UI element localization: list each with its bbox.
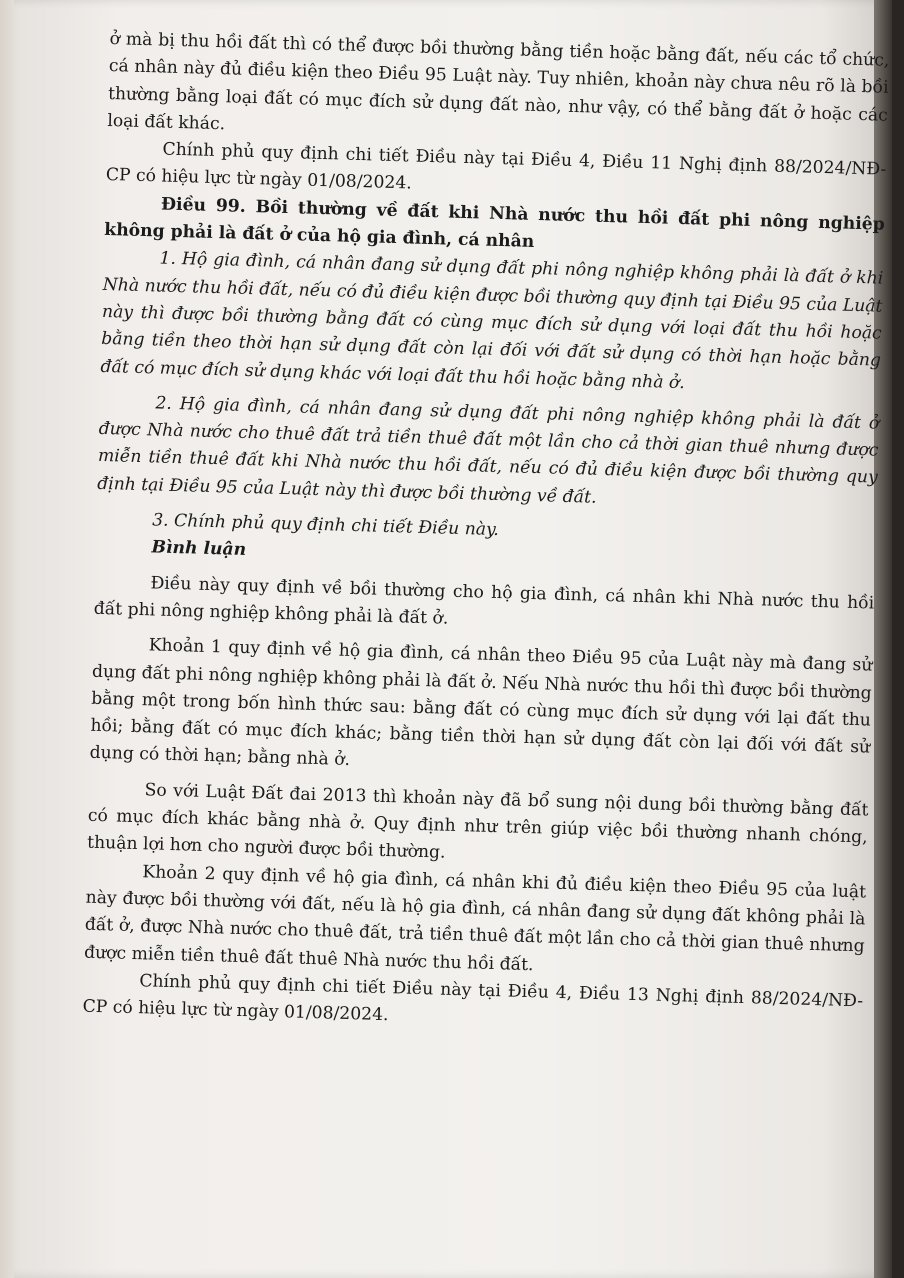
book-page xyxy=(14,0,892,1278)
clause-2: 2. Hộ gia đình, cá nhân đang sử dụng đất phi nông nghiệp không phải là đất ở được Nhà nước cho thuê đất trả tiền thuê đất một lần cho cả thời gian thuê nhưng được miễn tiền thuê đất khi Nhà nước thu hồi đất, nếu có đủ điều kiện được bồi thường quy định tại Điều 95 của Luật này thì được bồi thường về đất. xyxy=(96,393,880,508)
page-text xyxy=(82,26,889,1043)
commentary-paragraph-4: Khoản 2 quy định về hộ gia đình, cá nhân khi đủ điều kiện theo Điều 95 của luật này được bồi thường với đất, nếu là hộ gia đình, cá nhân đang sử dụng đất không phải là đất ở, được Nhà nước cho thuê đất, trả tiền thuê đất một lần cho cả thời gian thuê nhưng được miễn tiền thuê đất thuê Nhà nước thu hồi đất. xyxy=(83,861,867,975)
commentary-paragraph-5: Chính phủ quy định chi tiết Điều này tại Điều 4, Điều 13 Nghị định 88/2024/NĐ-CP có hiệu lực từ ngày 01/08/2024. xyxy=(82,970,864,1026)
clause-1: 1. Hộ gia đình, cá nhân đang sử dụng đất phi nông nghiệp không phải là đất ở khi Nhà nước thu hồi đất, nếu có đủ điều kiện được bồi thường quy định tại Điều 95 của Luật này thì được bồi thường bằng đất có cùng mục đích sử dụng với loại đất thu hồi hoặc bằng tiền theo thời hạn sử dụng đất còn lại đối với đất sử dụng có thời hạn hoặc bằng đất có mục đích sử dụng khác với loại đất thu hồi hoặc bằng nhà ở. xyxy=(100,248,884,393)
commentary-paragraph-2: Khoản 1 quy định về hộ gia đình, cá nhân theo Điều 95 của Luật này mà đang sử dụng đất phi nông nghiệp không phải là đất ở. Nếu Nhà nước thu hồi thì được bồi thường bằng một trong bốn hình thức sau: bằng đất có cùng mục đích sử dụng với lại đất thu hồi; bằng đất có mục đích khác; bằng tiền thời hạn sử dụng đất còn lại đối với đất sử dụng có thời hạn; bằng nhà ở. xyxy=(89,635,873,771)
commentary-paragraph-3: So với Luật Đất đai 2013 thì khoản này đã bổ sung nội dung bồi thường bằng đất có mục đích khác bằng nhà ở. Quy định như trên giúp việc bồi thường nhanh chóng, thuận lợi hơn cho người được bồi thường. xyxy=(86,779,869,863)
commentary-paragraph-1: Điều này quy định về bồi thường cho hộ gia đình, cá nhân khi Nhà nước thu hồi đất phi nông nghiệp không phải là đất ở. xyxy=(93,572,875,629)
clause-3: 3. Chính phủ quy định chi tiết Điều này. xyxy=(151,510,500,541)
paragraph-1: ở mà bị thu hồi đất thì có thể được bồi thường bằng tiền hoặc bằng đất, nếu các tổ chức, cá nhân này đủ điều kiện theo Điều 95 Luật này. Tuy nhiên, khoản này chưa nêu rõ là bồi thường bằng loại đất có mục đích sử dụng đất nào, như vậy, có thể bằng đất ở hoặc các loại đất khác. xyxy=(107,28,890,135)
commentary-title: Bình luận xyxy=(151,537,247,561)
article-heading: Điều 99. Bồi thường về đất khi Nhà nước thu hồi đất phi nông nghiệp không phải là đất ở của hộ gia đình, cá nhân xyxy=(104,194,886,253)
paragraph-2: Chính phủ quy định chi tiết Điều này tại Điều 4, Điều 11 Nghị định 88/2024/NĐ-CP có hiệu lực từ ngày 01/08/2024. xyxy=(105,139,887,194)
